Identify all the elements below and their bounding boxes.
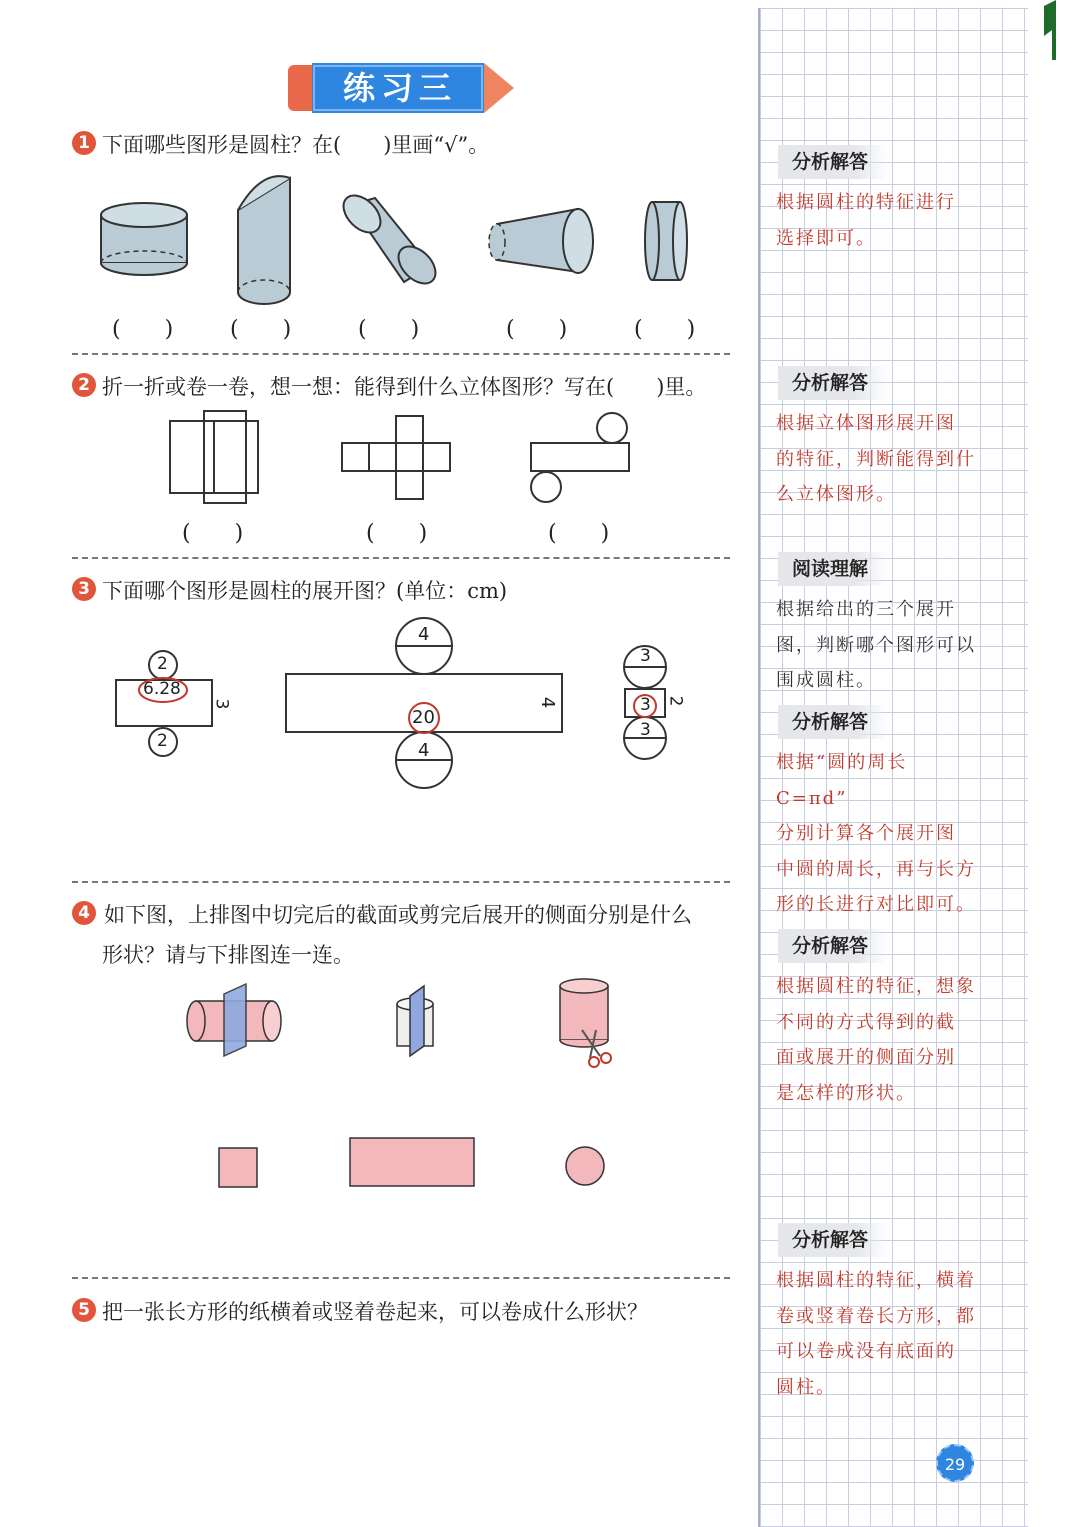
net-b-rect-length: 20 — [412, 707, 435, 728]
answer-paren[interactable]: ( ) — [112, 317, 174, 342]
note-line: 中圆的周长，再与长方 — [776, 858, 976, 880]
question-5-text: 把一张长方形的纸横着或竖着卷起来，可以卷成什么形状？ — [102, 1300, 648, 1324]
net-b-bottom-diameter: 4 — [418, 740, 430, 761]
net-cylinder-rolled — [170, 411, 258, 503]
note-line: 的特征，判断能得到什 — [776, 448, 976, 470]
note-line: 围成圆柱。 — [776, 670, 876, 691]
sidebar-note — [776, 1263, 976, 1405]
divider — [72, 557, 730, 559]
question-1-text: 下面哪些图形是圆柱？在( )里画“√”。 — [102, 133, 490, 157]
note-line: 根据立体图形展开图 — [776, 413, 956, 434]
note-line: 根据圆柱的特征，想象 — [776, 976, 976, 997]
note-line: 根据圆柱的特征进行 — [776, 192, 956, 213]
sidebar-note — [776, 185, 976, 256]
answer-paren[interactable]: ( ) — [506, 317, 568, 342]
note-line: 不同的方式得到的截 — [776, 1011, 956, 1033]
cylinder-cut-lengthwise — [397, 986, 433, 1056]
note-line: 根据给出的三个展开 — [776, 599, 956, 620]
sidebar-note — [776, 406, 976, 513]
shape-circle — [566, 1147, 604, 1185]
note-line: 根据圆柱的特征，横着 — [776, 1270, 976, 1291]
question-3-text: 下面哪个图形是圆柱的展开图？(单位：cm) — [102, 579, 508, 603]
divider — [72, 1277, 730, 1279]
divider — [72, 353, 730, 355]
net-c-bottom-diameter: 3 — [640, 720, 651, 740]
shape-tilted-cylinder — [337, 189, 443, 291]
cylinder-cut-vertical-plane — [187, 984, 281, 1056]
sidebar-note — [776, 592, 976, 699]
question-4-number: 4 — [72, 901, 96, 925]
answer-paren[interactable]: ( ) — [548, 521, 610, 546]
net-cylinder-with-circles — [531, 413, 629, 502]
net-a-top-diameter: 2 — [157, 654, 168, 674]
net-a-bottom-diameter: 2 — [157, 731, 168, 751]
page-title: 练习三 — [342, 69, 457, 107]
answer-paren[interactable]: ( ) — [366, 521, 428, 546]
net-cube-cross — [342, 416, 450, 499]
sidebar-tag: 分析解答 — [778, 145, 888, 179]
question-2-number: 2 — [72, 373, 96, 397]
note-line: 图，判断哪个图形可以 — [776, 634, 976, 656]
note-line: 形的长进行对比即可。 — [776, 894, 976, 915]
sidebar-tag: 分析解答 — [778, 929, 888, 963]
net-b-top-diameter: 4 — [418, 624, 430, 645]
shape-frustum — [489, 209, 593, 273]
question-4-text-line1: 如下图，上排图中切完后的截面或剪完后展开的侧面分别是什么 — [104, 903, 692, 927]
net-a-rect-length: 6.28 — [143, 679, 181, 699]
answer-paren[interactable]: ( ) — [182, 521, 244, 546]
question-3-number: 3 — [72, 577, 96, 601]
note-line: 圆柱。 — [776, 1376, 836, 1398]
cylinder-with-scissors — [560, 979, 611, 1067]
answer-paren[interactable]: ( ) — [358, 317, 420, 342]
sidebar-note — [776, 745, 976, 923]
net-c-rect-length: 3 — [640, 695, 651, 715]
note-line: 选择即可。 — [776, 227, 876, 249]
sidebar-tag: 分析解答 — [778, 366, 888, 400]
net-a-rect-width: 3 — [211, 698, 232, 710]
shape-slanted-cut-cylinder — [238, 176, 290, 304]
note-line: 分别计算各个展开图 — [776, 823, 956, 844]
sidebar-tag: 分析解答 — [778, 705, 888, 739]
note-line: 可以卷成没有底面的 — [776, 1341, 956, 1362]
net-b-rect-width: 4 — [537, 696, 559, 709]
shape-short-horizontal-cylinder — [645, 202, 687, 280]
shape-square — [219, 1148, 257, 1187]
question-5-number: 5 — [72, 1298, 96, 1322]
net-c-top-diameter: 3 — [640, 646, 651, 666]
sidebar-tag: 分析解答 — [778, 1223, 888, 1257]
divider — [72, 881, 730, 883]
answer-paren[interactable]: ( ) — [634, 317, 696, 342]
corner-marker — [1042, 0, 1058, 60]
note-line: 卷或竖着卷长方形，都 — [776, 1305, 976, 1327]
shape-cylinder-upright — [101, 203, 187, 275]
question-2-text: 折一折或卷一卷，想一想：能得到什么立体图形？写在( )里。 — [102, 375, 707, 399]
sidebar-note — [776, 969, 976, 1111]
note-line: 么立体图形。 — [776, 484, 896, 505]
note-line: 是怎样的形状。 — [776, 1082, 916, 1104]
sidebar-tag: 阅读理解 — [778, 552, 888, 586]
shape-rectangle — [350, 1138, 474, 1186]
answer-paren[interactable]: ( ) — [230, 317, 292, 342]
note-line: 面或展开的侧面分别 — [776, 1047, 956, 1068]
note-line: 根据“圆的周长 C=πd” — [776, 752, 908, 809]
net-c-rect-width: 2 — [665, 695, 686, 707]
question-4-text-line2: 形状？请与下排图连一连。 — [102, 943, 354, 967]
question-1-number: 1 — [72, 131, 96, 155]
page-number: 29 — [936, 1444, 974, 1482]
